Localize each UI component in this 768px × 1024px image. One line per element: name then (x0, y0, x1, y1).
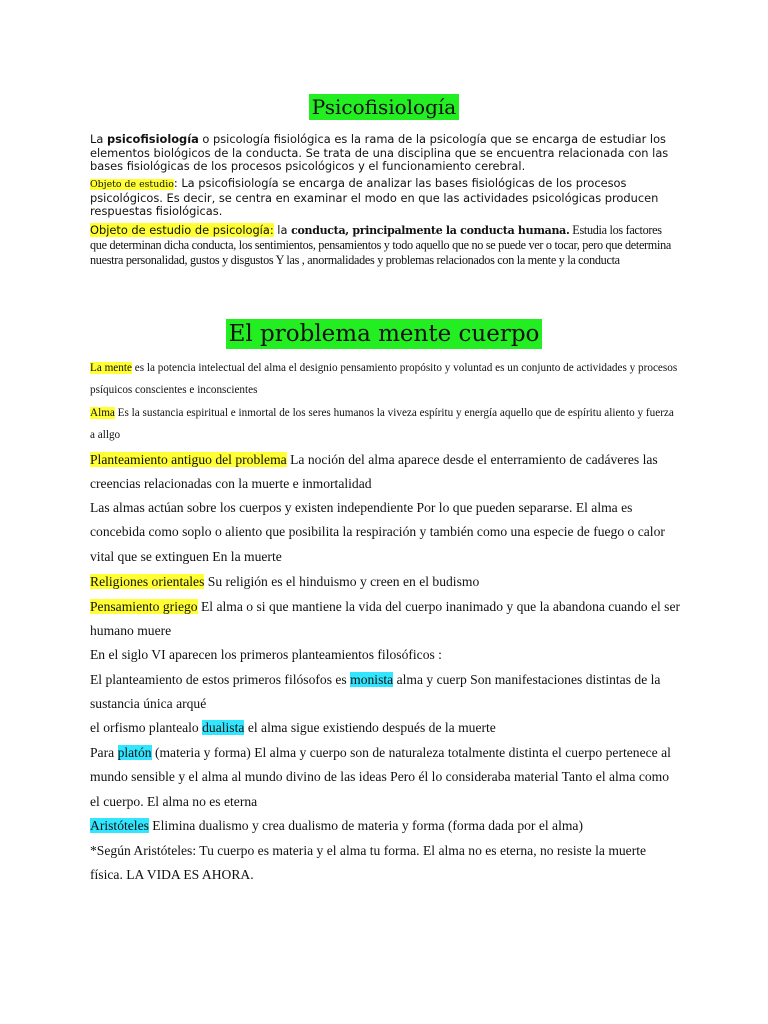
label-monista: monista (350, 672, 394, 687)
intro-paragraph: La psicofisiología o psicología fisiológica es la rama de la psicología que se encarga de estudiar los elementos biológicos de la conducta. Se trata de una disciplina que se encuentra relacionada con las bases fisiológicas de los procesos psicológicos y el funcionamiento cerebral. (90, 132, 669, 174)
planteamiento-paragraph: Planteamiento antiguo del problema La noción del alma aparece desde el enterramiento de cadáveres las creencias relacionadas con la muerte e inmortalidad (90, 452, 658, 492)
page-title: Psicofisiología (0, 94, 768, 120)
label-alma: Alma (90, 407, 115, 419)
mente-paragraph: La mente es la potencia intelectual del alma el designio pensamiento propósito y voluntad es un conjunto de actividades y procesos psíquicos conscientes e inconscientes (90, 362, 678, 396)
term-conducta: conducta, principalmente la conducta humana. (291, 224, 570, 237)
label-aristoteles: Aristóteles (90, 818, 149, 833)
term-psicofisiologia: psicofisiología (106, 132, 199, 146)
religiones-paragraph: Religiones orientales Su religión es el hinduismo y creen en el budismo (90, 574, 480, 589)
label-platon: platón (117, 745, 152, 760)
label-planteamiento: Planteamiento antiguo del problema (90, 452, 287, 467)
dualista-paragraph: el orfismo plantealo dualista el alma sigue existiendo después de la muerte (90, 720, 496, 735)
siglo-paragraph: En el siglo VI aparecen los primeros planteamientos filosóficos : (90, 647, 442, 662)
aristoteles-paragraph: Aristóteles Elimina dualismo y crea dualismo de materia y forma (forma dada por el alma) (90, 818, 583, 833)
monista-paragraph: El planteamiento de estos primeros filósofos es monista alma y cuerp Son manifestaciones distintas de la sustancia única arqué (90, 672, 661, 712)
segun-paragraph: *Según Aristóteles: Tu cuerpo es materia y el alma tu forma. El alma no es eterna, no resiste la muerte física. LA VIDA ES AHORA. (90, 843, 647, 883)
label-dualista: dualista (202, 720, 245, 735)
objeto-psicologia-paragraph: Objeto de estudio de psicología: la conducta, principalmente la conducta humana. Estudia los factores que determinan dicha conducta, los sentimientos, pensamientos y todo aquello que no se puede ver o tocar, pero que determina nuestra personalidad, gustos y disgustos Y las , anormalidades y problemas relacionados con la mente y la conducta (90, 223, 671, 268)
label-objeto-estudio: Objeto de estudio (90, 179, 174, 190)
almas-paragraph: Las almas actúan sobre los cuerpos y existen independiente Por lo que pueden separarse. El alma es concebida como soplo o aliento que posibilita la respiración y también como una especie de fuego o calor vital que se extinguen En la muerte (90, 500, 665, 564)
objeto-paragraph: Objeto de estudio: La psicofisiología se encarga de analizar las bases fisiológicas de los procesos psicológicos. Es decir, se centra en examinar el modo en que las actividades psicológicas producen respuestas fisiológicas. (90, 176, 659, 219)
label-mente: La mente (90, 362, 132, 374)
platon-paragraph: Para platón (materia y forma) El alma y cuerpo son de naturaleza totalmente distinta el cuerpo pertenece al mundo sensible y el alma al mundo divino de las ideas Pero él lo consideraba material Tanto el alma como el cuerpo. El alma no es eterna (90, 745, 671, 809)
label-pensamiento: Pensamiento griego (90, 599, 198, 614)
alma-paragraph: Alma Es la sustancia espiritual e inmortal de los seres humanos la viveza espíritu y energía aquello que de espíritu aliento y fuerza a allgo (90, 407, 674, 441)
label-religiones: Religiones orientales (90, 574, 205, 589)
section-title: El problema mente cuerpo (0, 319, 768, 349)
label-objeto-psicologia: Objeto de estudio de psicología: (90, 223, 274, 237)
pensamiento-paragraph: Pensamiento griego El alma o si que mantiene la vida del cuerpo inanimado y que la abandona cuando el ser humano muere (90, 599, 681, 639)
